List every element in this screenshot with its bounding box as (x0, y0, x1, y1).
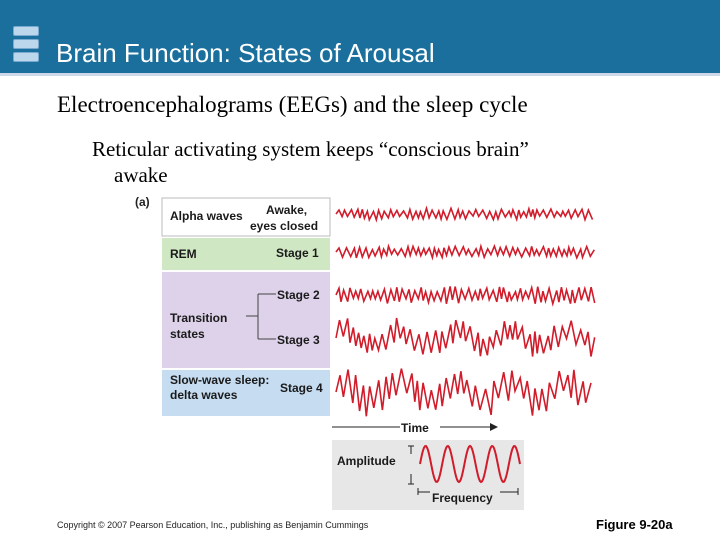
alpha-waves-label: Alpha waves (170, 209, 243, 223)
eeg-figure (130, 192, 600, 520)
time-label: Time (401, 421, 429, 435)
slow-wave-label-line-2: delta waves (170, 388, 238, 402)
slide-title: Brain Function: States of Arousal (56, 38, 435, 68)
awake-label-line-2: eyes closed (250, 219, 319, 233)
stage-1-label: Stage 1 (276, 246, 319, 260)
eeg-trace-stage-2 (336, 286, 595, 303)
eeg-traces (336, 208, 595, 416)
copyright-notice: Copyright © 2007 Pearson Education, Inc., publishing as Benjamin Cummings (57, 520, 369, 530)
bullet-reticular-line-1: Reticular activating system keeps “conscious brain” (92, 137, 529, 161)
transition-label-line-1: Transition (170, 311, 228, 325)
panel-label: (a) (135, 195, 150, 209)
rem-label: REM (170, 247, 197, 261)
stage-2-label: Stage 2 (277, 288, 320, 302)
title-bar (0, 0, 720, 76)
stage-4-label: Stage 4 (280, 381, 323, 395)
eeg-trace-stage-1 (336, 246, 594, 258)
time-arrow-icon (490, 423, 498, 431)
stage-3-label: Stage 3 (277, 333, 320, 347)
eeg-trace-stage-4 (336, 369, 591, 417)
eeg-trace-stage-3 (336, 318, 595, 357)
frequency-label: Frequency (432, 491, 493, 505)
bullet-reticular-line-2: awake (114, 163, 168, 187)
slow-wave-label-line-1: Slow-wave sleep: (170, 373, 270, 387)
bullet-reticular (92, 136, 652, 188)
amplitude-label: Amplitude (337, 454, 396, 468)
eeg-trace-alpha (336, 208, 593, 220)
awake-label-line-1: Awake, (266, 203, 308, 217)
slide-logo-icon (13, 26, 39, 64)
bullet-eeg: Electroencephalograms (EEGs) and the sleep cycle (57, 92, 528, 117)
figure-number: Figure 9-20a (596, 517, 673, 532)
transition-label-line-2: states (170, 327, 205, 341)
